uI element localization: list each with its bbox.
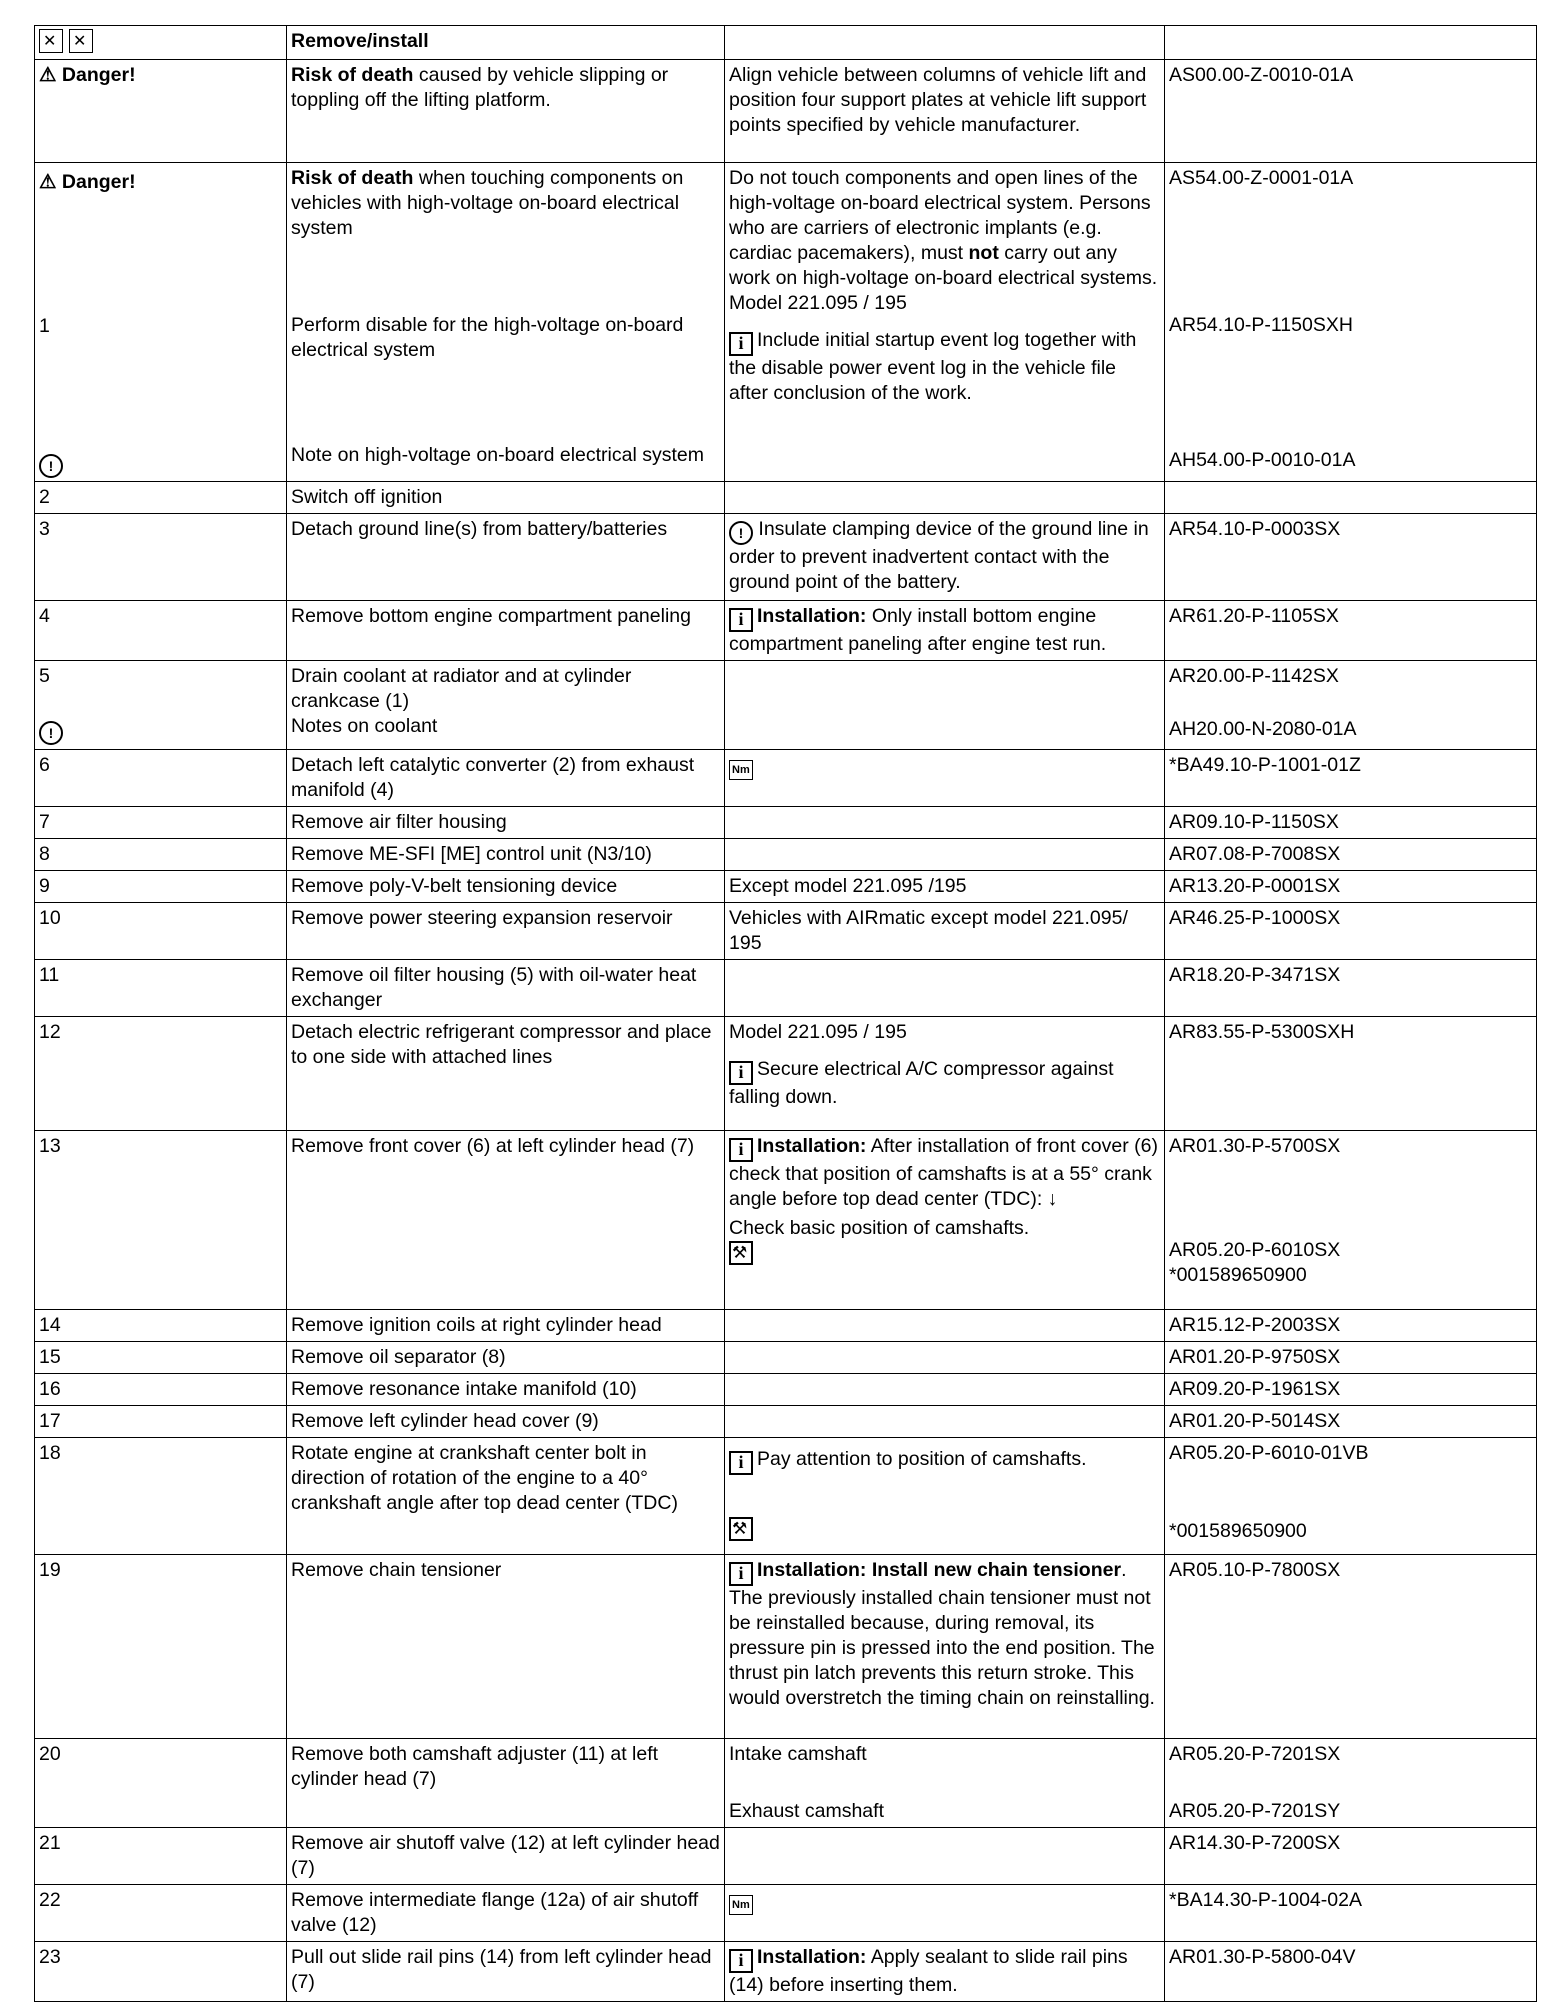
note-circle-icon: !: [39, 454, 63, 478]
table-row: 4 Remove bottom engine compartment paneling i Installation: Only install bottom engine compartment paneling after engine test run. AR61.20-P-1105SX: [35, 601, 1537, 661]
table-row: 15 Remove oil separator (8) AR01.20-P-9750SX: [35, 1342, 1537, 1374]
info-icon: i: [729, 332, 753, 356]
table-row: ⚠ Danger! 1 ! Risk of death when touching components on vehicles with high-voltage on-board electrical system Perform disable for the high-voltage on-board electrical system Note on high-voltage on-board electrical system Do not touch components and open lines of the high-voltage on-board electrical system. Persons who are carriers of electronic implants (e.g. cardiac pacemakers), must not carry out any work on high-voltage on-board electrical systems. Model 221.095 / 195 i Include initial startup event log together with the disable power event log in the vehicle file after conclusion of the work. AS54.00-Z-0001-01A AR54.10-P-1150SXH AH54.00-P-0010-01A: [35, 163, 1537, 482]
table-row: [35, 26, 1537, 60]
table-row: 2 Switch off ignition: [35, 482, 1537, 514]
info-icon: i: [729, 1138, 753, 1162]
expand-icon[interactable]: [39, 29, 63, 53]
table-row: 8 Remove ME-SFI [ME] control unit (N3/10) AR07.08-P-7008SX: [35, 839, 1537, 871]
table-row: 7 Remove air filter housing AR09.10-P-1150SX: [35, 807, 1537, 839]
torque-nm-icon: Nm: [729, 760, 753, 780]
table-row: 16 Remove resonance intake manifold (10) AR09.20-P-1961SX: [35, 1374, 1537, 1406]
special-tool-icon: [729, 1241, 753, 1265]
table-row: 13 Remove front cover (6) at left cylinder head (7) i Installation: After installation of front cover (6) check that position of camshafts is at a 55° crank angle before top dead center (TDC): ↓ Check basic position of camshafts. ⚒ AR01.30-P-5700SX AR05.20-P-6010SX *001589650900: [35, 1131, 1537, 1310]
torque-nm-icon: Nm: [729, 1895, 753, 1915]
info-icon: i: [729, 1061, 753, 1085]
table-row: 20 Remove both camshaft adjuster (11) at left cylinder head (7) Intake camshaft Exhaust camshaft AR05.20-P-7201SX AR05.20-P-7201SY: [35, 1739, 1537, 1828]
table-row: 3 Detach ground line(s) from battery/batteries ! Insulate clamping device of the ground line in order to prevent inadvertent contact with the ground point of the battery. AR54.10-P-0003SX: [35, 514, 1537, 601]
table-row: ⚠ Danger! Risk of death caused by vehicle slipping or toppling off the lifting platform. Align vehicle between columns of vehicle lift and position four support plates at vehicle lift support points specified by vehicle manufacturer. AS00.00-Z-0010-01A: [35, 60, 1537, 163]
note-circle-icon: !: [729, 521, 753, 545]
table-row: 5 ! Drain coolant at radiator and at cylinder crankcase (1) Notes on coolant AR20.00-P-1142SX AH20.00-N-2080-01A: [35, 661, 1537, 750]
table-row: 18 Rotate engine at crankshaft center bolt in direction of rotation of the engine to a 40° crankshaft angle after top dead center (TDC) i Pay attention to position of camshafts. ⚒ AR05.20-P-6010-01VB *001589650900: [35, 1438, 1537, 1555]
warning-triangle-icon: ⚠: [39, 171, 57, 193]
table-row: 17 Remove left cylinder head cover (9) AR01.20-P-5014SX: [35, 1406, 1537, 1438]
info-icon: i: [729, 1562, 753, 1586]
table-row: 11 Remove oil filter housing (5) with oil-water heat exchanger AR18.20-P-3471SX: [35, 960, 1537, 1017]
info-icon: i: [729, 608, 753, 632]
table-row: 6 Detach left catalytic converter (2) from exhaust manifold (4) Nm *BA49.10-P-1001-01Z: [35, 750, 1537, 807]
info-icon: i: [729, 1451, 753, 1475]
special-tool-icon: [729, 1517, 753, 1541]
table-row: 14 Remove ignition coils at right cylinder head AR15.12-P-2003SX: [35, 1310, 1537, 1342]
table-row: 9 Remove poly-V-belt tensioning device Except model 221.095 /195 AR13.20-P-0001SX: [35, 871, 1537, 903]
table-row: 10 Remove power steering expansion reservoir Vehicles with AIRmatic except model 221.095/ 195 AR46.25-P-1000SX: [35, 903, 1537, 960]
warning-triangle-icon: ⚠: [39, 64, 57, 86]
table-row: 23 Pull out slide rail pins (14) from left cylinder head (7) i Installation: Apply sealant to slide rail pins (14) before inserting them. AR01.30-P-5800-04V: [35, 1942, 1537, 2002]
procedure-table: [34, 25, 1537, 2002]
table-row: 19 Remove chain tensioner i Installation: Install new chain tensioner. The previously installed chain tensioner must not be reinstalled because, during removal, its pressure pin is pressed into the end position. The thrust pin latch prevents this return stroke. This would overstretch the timing chain on reinstalling. AR05.10-P-7800SX: [35, 1555, 1537, 1739]
note-circle-icon: !: [39, 721, 63, 745]
header-icons-cell: [35, 26, 287, 60]
table-row: 12 Detach electric refrigerant compressor and place to one side with attached lines Model 221.095 / 195 i Secure electrical A/C compressor against falling down. AR83.55-P-5300SXH: [35, 1017, 1537, 1131]
info-icon: i: [729, 1949, 753, 1973]
table-row: 22 Remove intermediate flange (12a) of air shutoff valve (12) Nm *BA14.30-P-1004-02A: [35, 1885, 1537, 1942]
header-action: Remove/install: [287, 26, 725, 60]
table-row: 21 Remove air shutoff valve (12) at left cylinder head (7) AR14.30-P-7200SX: [35, 1828, 1537, 1885]
collapse-icon[interactable]: [69, 29, 93, 53]
